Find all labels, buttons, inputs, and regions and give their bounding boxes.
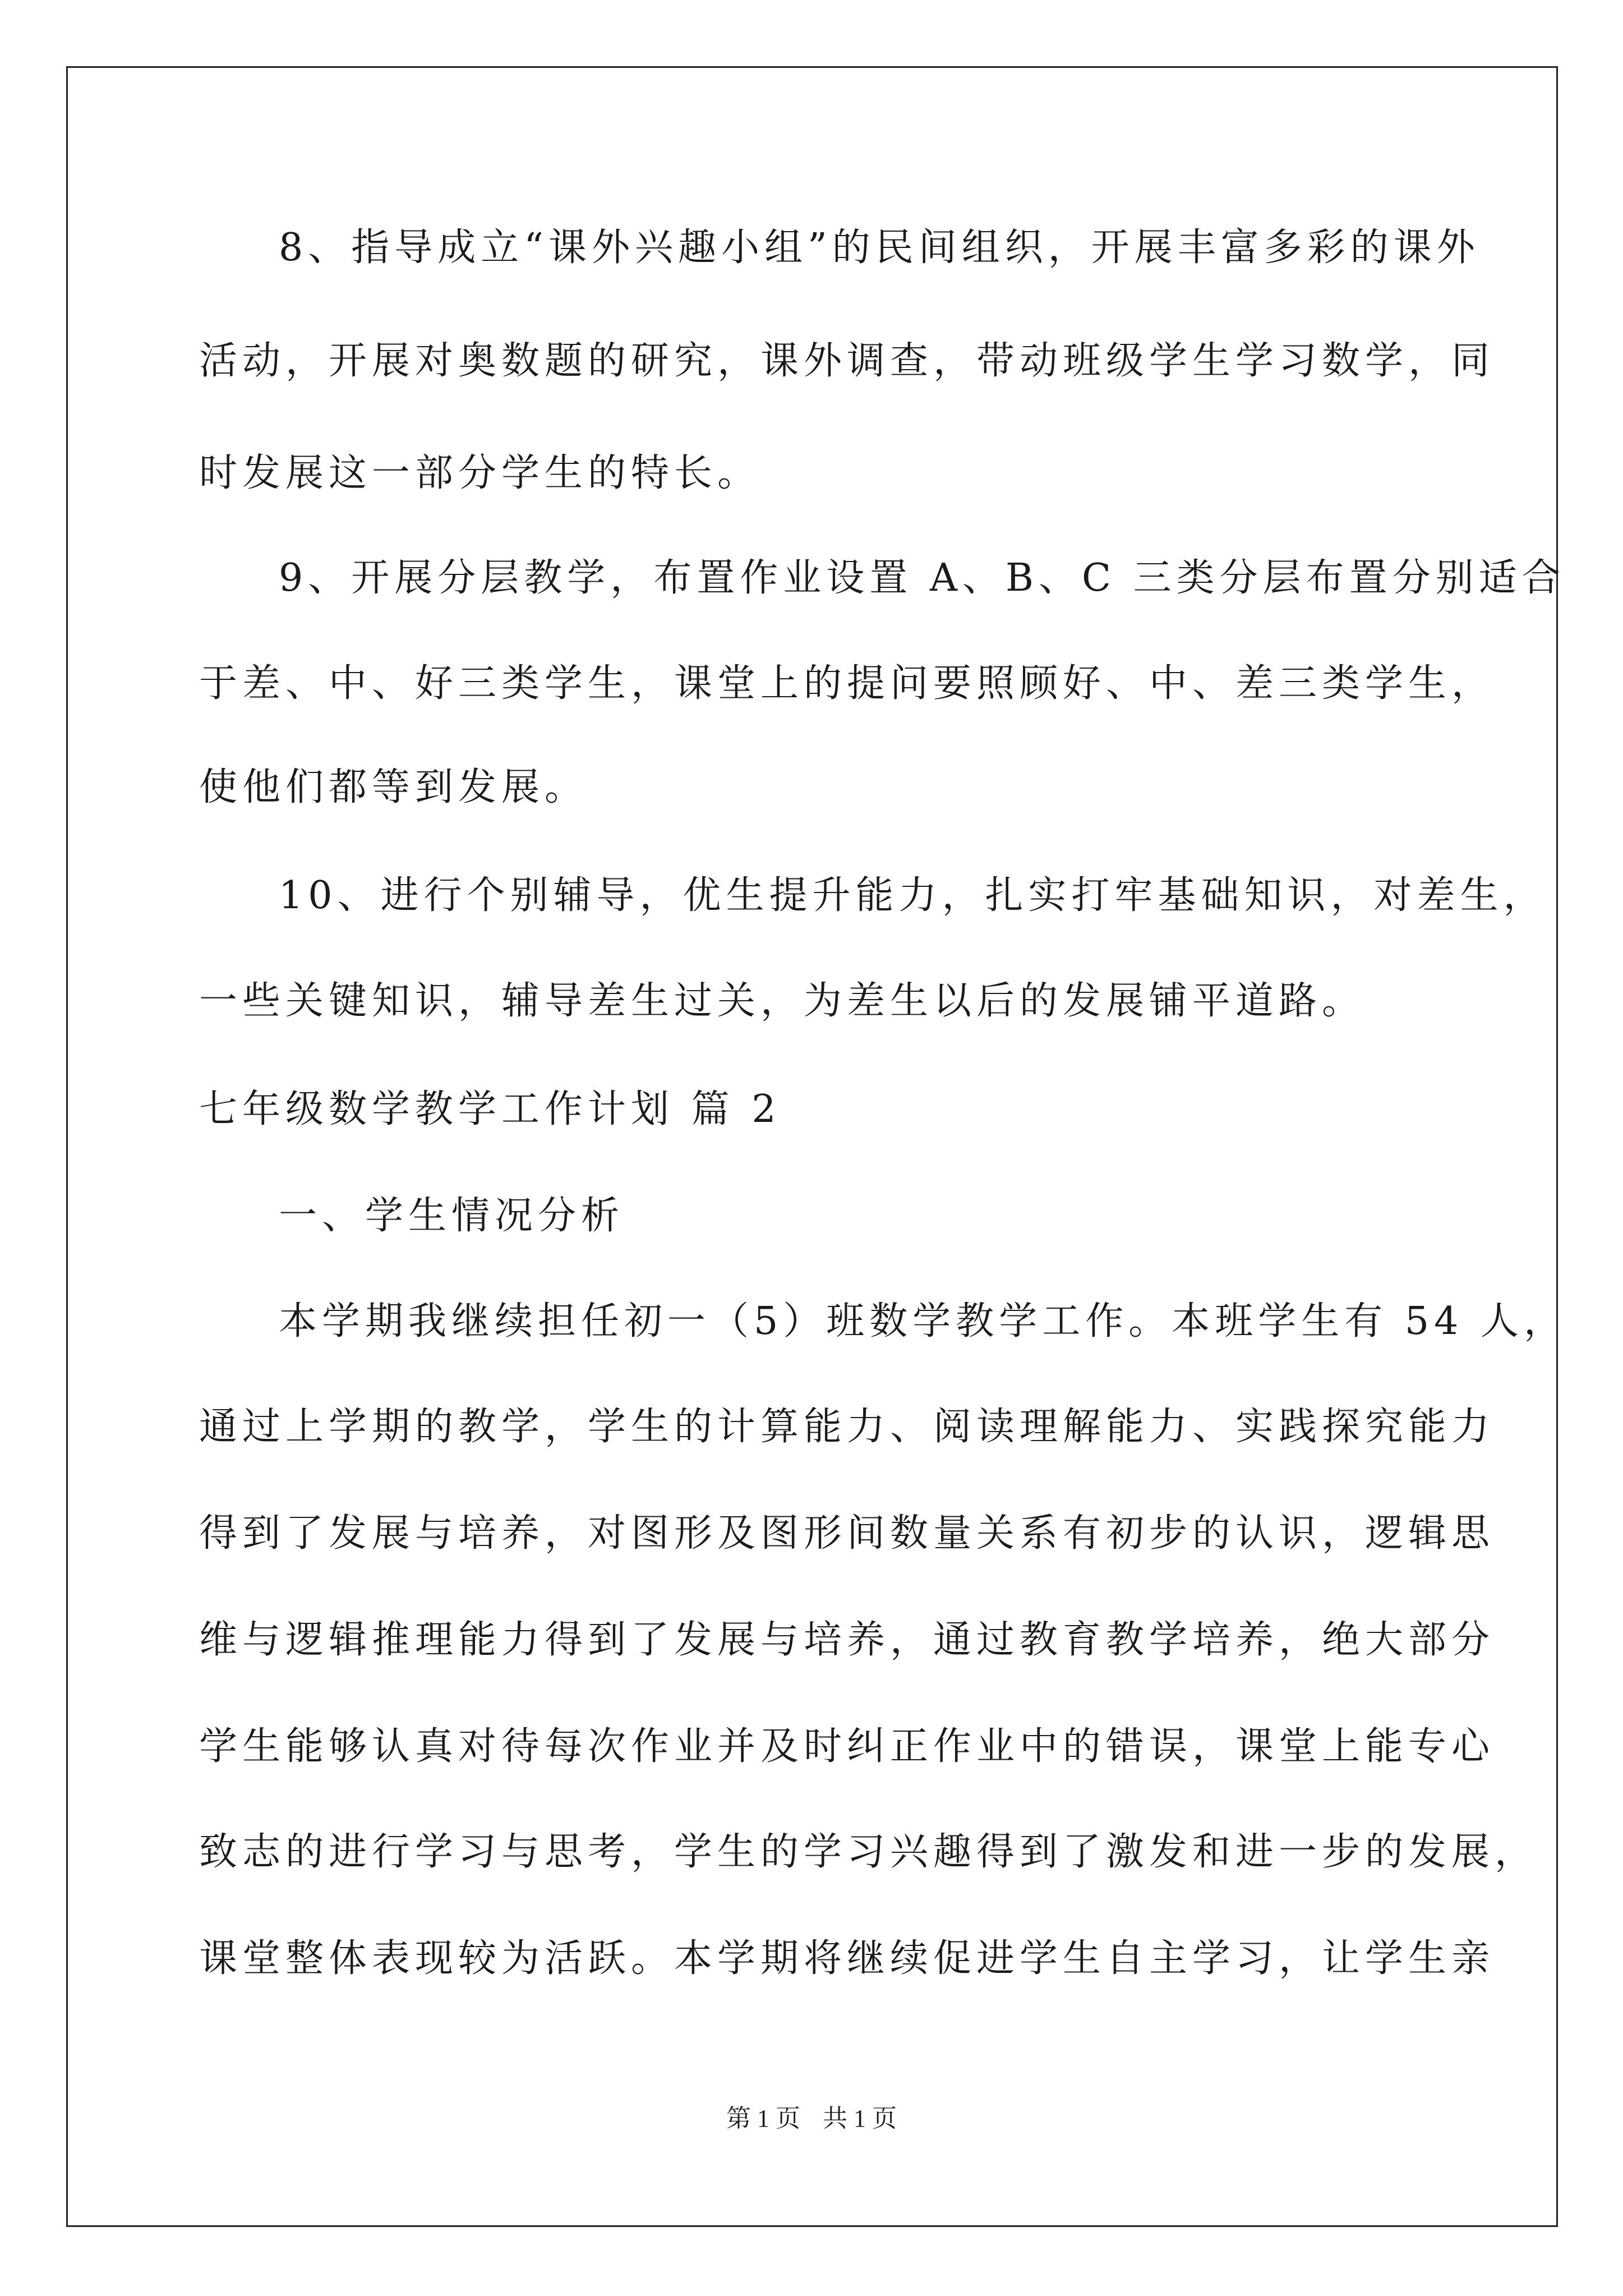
body-line-1: 本学期我继续担任初一（5）班数学教学工作。本班学生有 54 人， <box>279 1299 1567 1343</box>
body-line-2: 通过上学期的教学，学生的计算能力、阅读理解能力、实践探究能力 <box>199 1405 1495 1449</box>
paragraph-9-line-3: 使他们都等到发展。 <box>199 765 588 809</box>
paragraph-9-line-1: 9、开展分层教学，布置作业设置 A、B、C 三类分层布置分别适合 <box>279 556 1565 600</box>
page-border <box>66 66 1558 2227</box>
body-line-5: 学生能够认真对待每次作业并及时纠正作业中的错误，课堂上能专心 <box>199 1724 1495 1769</box>
paragraph-10-line-1: 10、进行个别辅导，优生提升能力，扎实打牢基础知识，对差生， <box>279 873 1547 918</box>
paragraph-8-line-2: 活动，开展对奥数题的研究，课外调查，带动班级学生学习数学，同 <box>199 339 1495 383</box>
paragraph-8-line-1: 8、指导成立“课外兴趣小组”的民间组织，开展丰富多彩的课外 <box>279 226 1480 270</box>
body-line-4: 维与逻辑推理能力得到了发展与培养，通过教育教学培养，绝大部分 <box>199 1618 1495 1662</box>
body-line-3: 得到了发展与培养，对图形及图形间数量关系有初步的认识，逻辑思 <box>199 1511 1495 1556</box>
page-total-label: 共 1 页 <box>823 2105 897 2132</box>
paragraph-8-line-3: 时发展这一部分学生的特长。 <box>199 451 761 495</box>
subheading: 一、学生情况分析 <box>279 1194 625 1238</box>
section-title: 七年级数学教学工作计划 篇 2 <box>199 1087 781 1131</box>
page-number-label: 第 1 页 <box>726 2105 800 2132</box>
page-footer <box>0 2098 1623 2134</box>
paragraph-10-line-2: 一些关键知识，辅导差生过关，为差生以后的发展铺平道路。 <box>199 979 1366 1023</box>
body-line-7: 课堂整体表现较为活跃。本学期将继续促进学生自主学习，让学生亲 <box>199 1936 1495 1981</box>
body-line-6: 致志的进行学习与思考，学生的学习兴趣得到了激发和进一步的发展， <box>199 1830 1538 1874</box>
paragraph-9-line-2: 于差、中、好三类学生，课堂上的提问要照顾好、中、差三类学生， <box>199 661 1495 706</box>
